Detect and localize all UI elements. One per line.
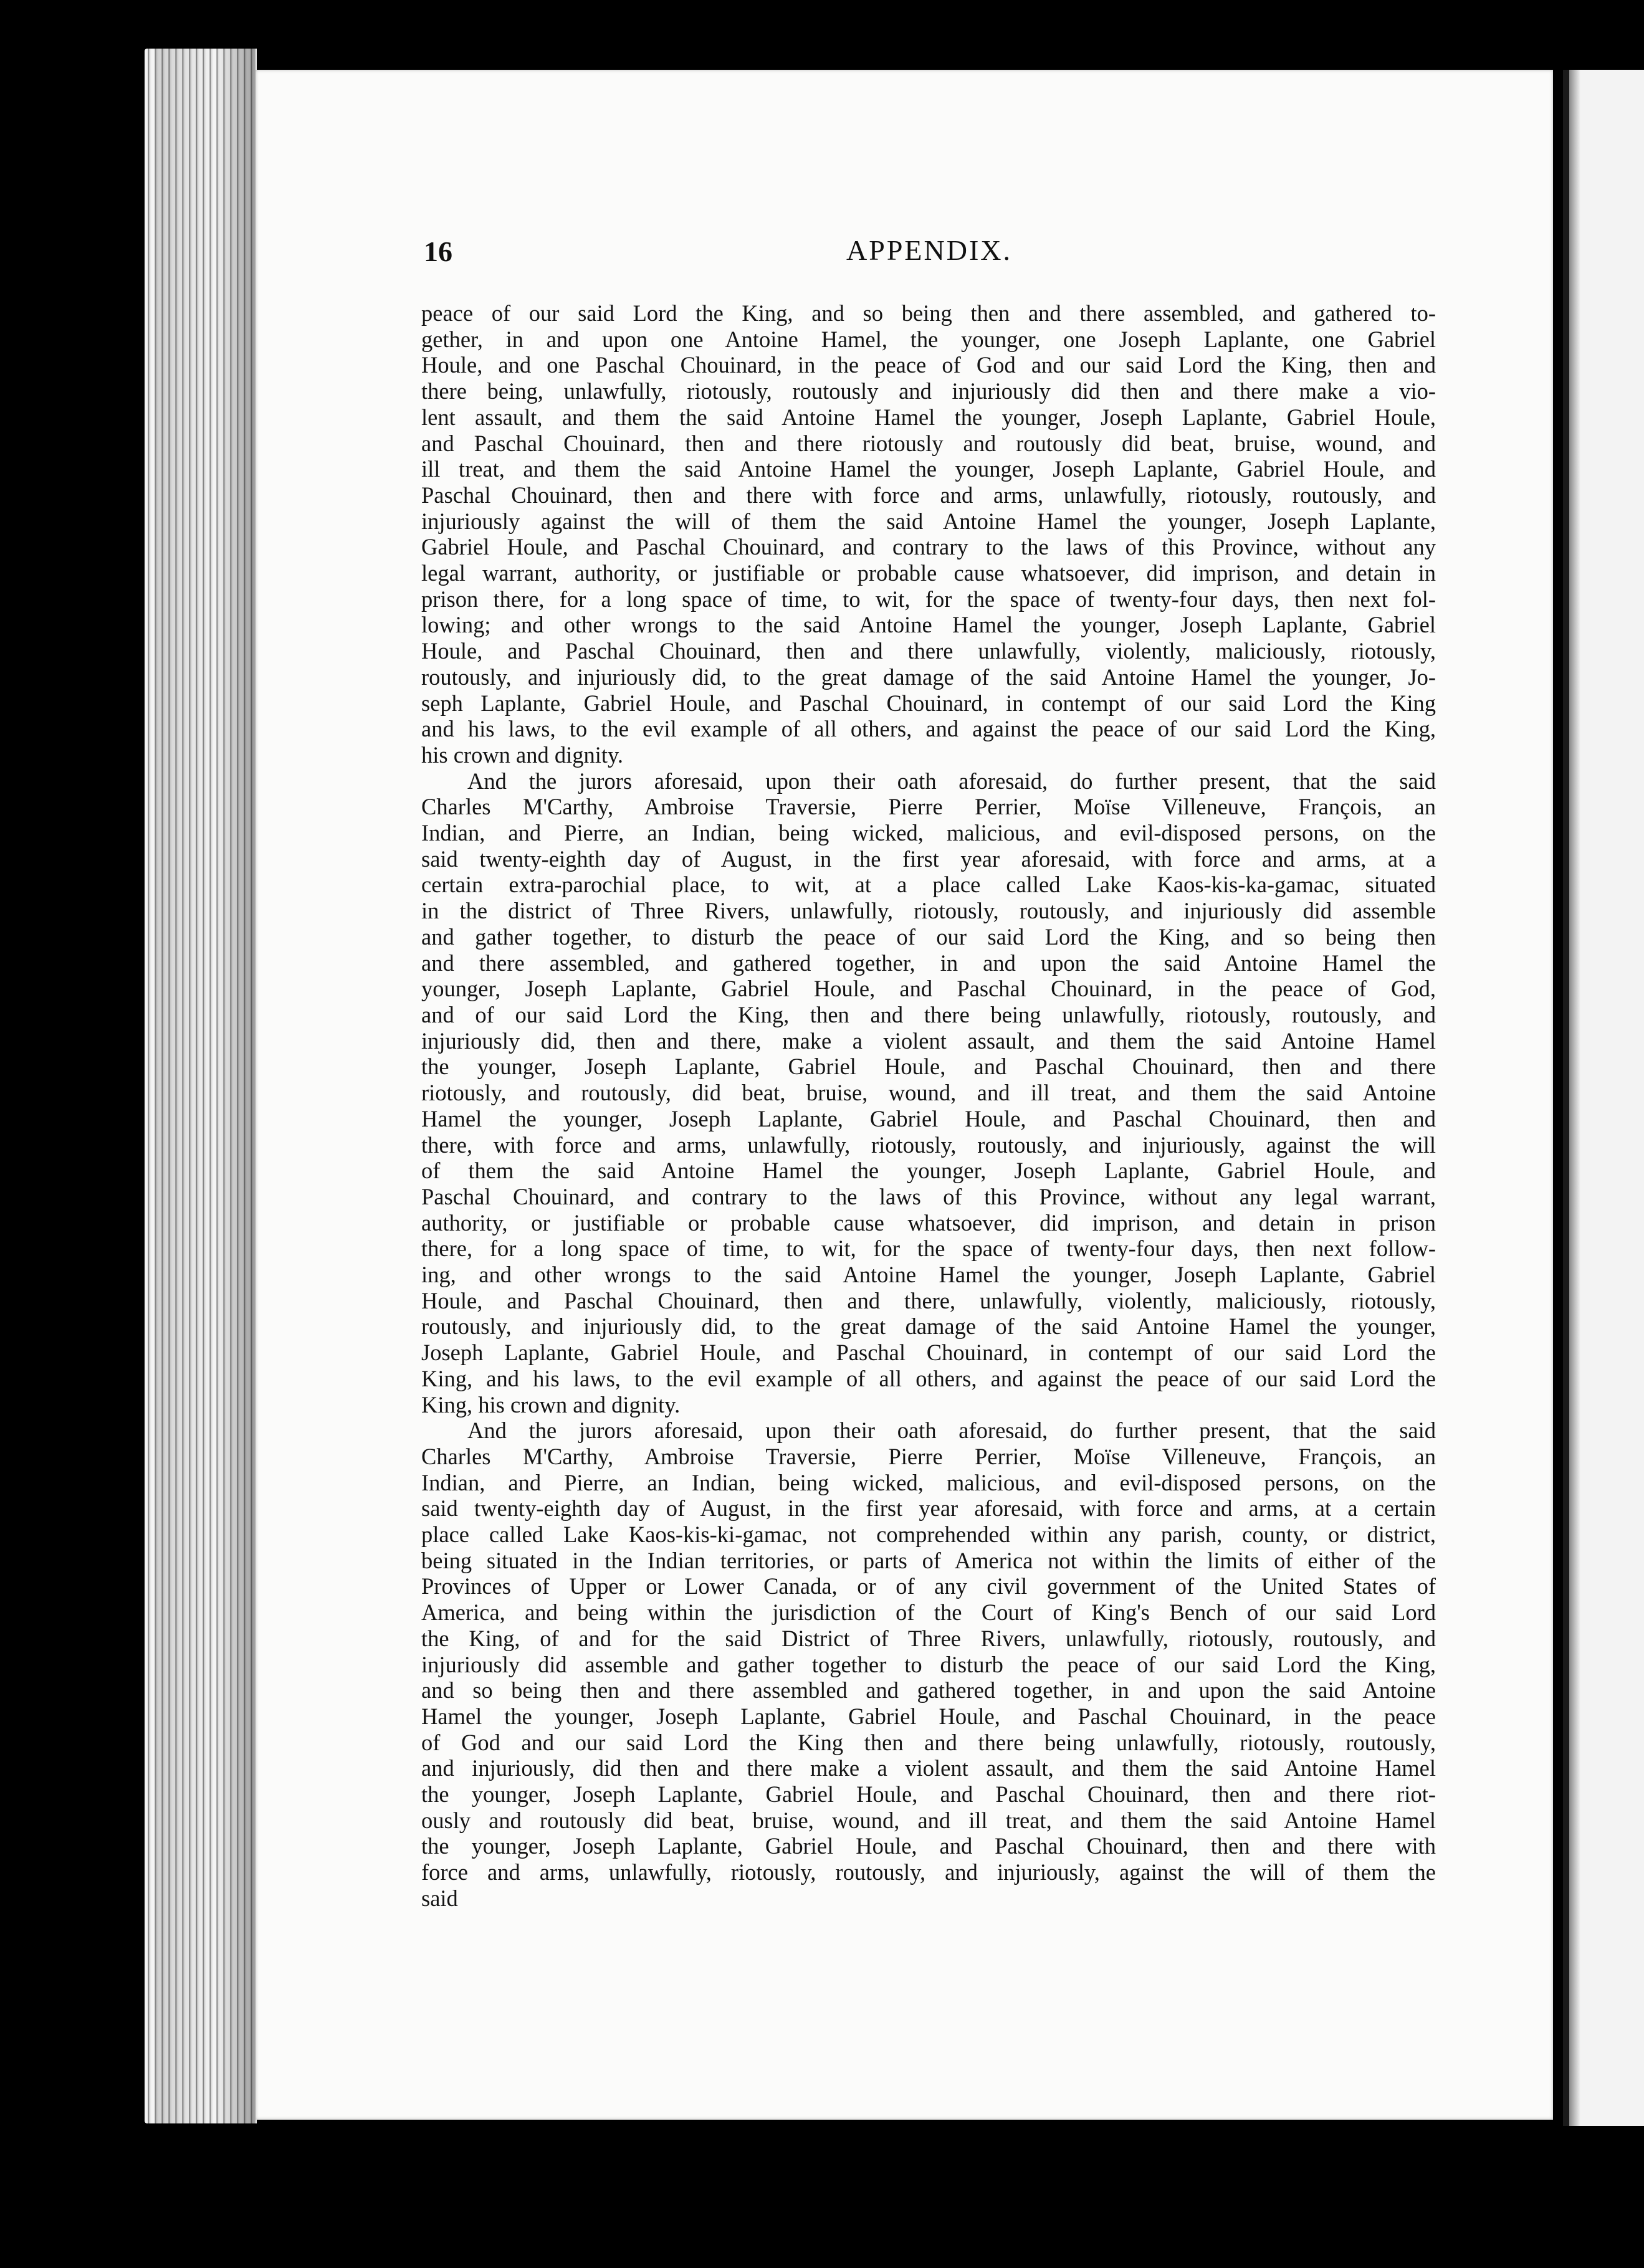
text-line: said twenty-eighth day of August, in the first year aforesaid, with force and arms, at a [421,846,1436,872]
text-line: routously, and injuriously did, to the great damage of the said Antoine Hamel the younger, Jo- [421,664,1436,690]
text-line: said twenty-eighth day of August, in the first year aforesaid, with force and arms, at a certain [421,1495,1436,1522]
text-line: of them the said Antoine Hamel the younger, Joseph Laplante, Gabriel Houle, and [421,1158,1436,1184]
text-line: there, with force and arms, unlawfully, riotously, routously, and injuriously, against the will [421,1132,1436,1158]
page-header [424,234,1435,271]
text-line: ill treat, and them the said Antoine Hamel the younger, Joseph Laplante, Gabriel Houle, and [421,456,1436,482]
text-line: younger, Joseph Laplante, Gabriel Houle, and Paschal Chouinard, in the peace of God, [421,976,1436,1002]
text-line: Houle, and one Paschal Chouinard, in the peace of God and our said Lord the King, then and [421,352,1436,378]
text-line: injuriously did assemble and gather together to disturb the peace of our said Lord the King, [421,1651,1436,1677]
text-line: place called Lake Kaos-kis-ki-gamac, not comprehended within any parish, county, or district, [421,1522,1436,1548]
text-line: Joseph Laplante, Gabriel Houle, and Paschal Chouinard, in contempt of our said Lord the [421,1340,1436,1366]
text-line: and gather together, to disturb the peace of our said Lord the King, and so being then [421,923,1436,950]
text-line: Indian, and Pierre, an Indian, being wicked, malicious, and evil-disposed persons, on the [421,1469,1436,1495]
body-text [421,300,1436,1912]
text-line: And the jurors aforesaid, upon their oath aforesaid, do further present, that the said [467,768,1436,794]
text-line: America, and being within the jurisdiction of the Court of King's Bench of our said Lord [421,1599,1436,1626]
text-line: the younger, Joseph Laplante, Gabriel Houle, and Paschal Chouinard, then and there riot- [421,1781,1436,1808]
text-line: ing, and other wrongs to the said Antoine Hamel the younger, Joseph Laplante, Gabriel [421,1262,1436,1288]
text-line: King, his crown and dignity. [421,1391,681,1418]
text-line: the younger, Joseph Laplante, Gabriel Houle, and Paschal Chouinard, then and there with [421,1833,1436,1859]
text-line: riotously, and routously, did beat, bruise, wound, and ill treat, and them the said Antoine [421,1080,1436,1106]
text-line: injuriously against the will of them the said Antoine Hamel the younger, Joseph Laplante, [421,508,1436,534]
text-line: and injuriously, did then and there make a violent assault, and them the said Antoine Hamel [421,1755,1436,1781]
text-line: routously, and injuriously did, to the great damage of the said Antoine Hamel the younger, [421,1313,1436,1340]
text-line: ously and routously did beat, bruise, wound, and ill treat, and them the said Antoine Hamel [421,1807,1436,1833]
text-line: the younger, Joseph Laplante, Gabriel Houle, and Paschal Chouinard, then and there [421,1054,1436,1080]
book-edge-shadow [156,49,256,2123]
text-line: Hamel the younger, Joseph Laplante, Gabriel Houle, and Paschal Chouinard, in the peace [421,1703,1436,1729]
text-line: And the jurors aforesaid, upon their oath aforesaid, do further present, that the said [467,1418,1436,1444]
text-line: Charles M'Carthy, Ambroise Traversie, Pierre Perrier, Moïse Villeneuve, François, an [421,794,1436,820]
text-line: Paschal Chouinard, then and there with force and arms, unlawfully, riotously, routously, and [421,482,1436,508]
catchword: said [421,1885,458,1911]
text-line: Paschal Chouinard, and contrary to the laws of this Province, without any legal warrant, [421,1183,1436,1209]
paragraph-3 [421,1418,1436,1885]
text-line: Hamel the younger, Joseph Laplante, Gabriel Houle, and Paschal Chouinard, then and [421,1105,1436,1132]
running-head: APPENDIX. [846,234,1012,266]
text-line: the King, of and for the said District of Three Rivers, unlawfully, riotously, routously, and [421,1625,1436,1651]
text-line: certain extra-parochial place, to wit, at a place called Lake Kaos-kis-ka-gamac, situated [421,872,1436,898]
text-line: injuriously did, then and there, make a violent assault, and them the said Antoine Hamel [421,1027,1436,1054]
text-line: being situated in the Indian territories, or parts of America not within the limits of either of the [421,1547,1436,1573]
text-line: Gabriel Houle, and Paschal Chouinard, and contrary to the laws of this Province, without any [421,534,1436,560]
text-line: Charles M'Carthy, Ambroise Traversie, Pierre Perrier, Moïse Villeneuve, François, an [421,1443,1436,1469]
text-line: authority, or justifiable or probable cause whatsoever, did imprison, and detain in prison [421,1209,1436,1236]
text-line: force and arms, unlawfully, riotously, routously, and injuriously, against the will of them the [421,1859,1436,1885]
paragraph-1 [421,300,1436,768]
text-line: and Paschal Chouinard, then and there riotously and routously did beat, bruise, wound, and [421,430,1436,456]
text-line: prison there, for a long space of time, to wit, for the space of twenty-four days, then next fol- [421,586,1436,612]
text-line: in the district of Three Rivers, unlawfully, riotously, routously, and injuriously did assemble [421,898,1436,924]
text-line: there, for a long space of time, to wit, for the space of twenty-four days, then next follow- [421,1236,1436,1262]
text-line: peace of our said Lord the King, and so being then and there assembled, and gathered to- [421,300,1436,326]
text-line: Houle, and Paschal Chouinard, then and there, unlawfully, violently, maliciously, riotously, [421,1287,1436,1313]
text-line: gether, in and upon one Antoine Hamel, the younger, one Joseph Laplante, one Gabriel [421,326,1436,352]
text-line: seph Laplante, Gabriel Houle, and Paschal Chouinard, in contempt of our said Lord the King [421,690,1436,716]
page-number: 16 [424,236,452,267]
text-line: and there assembled, and gathered together, in and upon the said Antoine Hamel the [421,950,1436,976]
text-line: and of our said Lord the King, then and there being unlawfully, riotously, routously, and [421,1001,1436,1027]
text-line: Indian, and Pierre, an Indian, being wicked, malicious, and evil-disposed persons, on the [421,820,1436,846]
text-line: lent assault, and them the said Antoine Hamel the younger, Joseph Laplante, Gabriel Houle, [421,404,1436,430]
text-line: Provinces of Upper or Lower Canada, or of any civil government of the United States of [421,1573,1436,1599]
text-line: lowing; and other wrongs to the said Antoine Hamel the younger, Joseph Laplante, Gabriel [421,612,1436,638]
paragraph-2 [421,768,1436,1418]
text-line: and so being then and there assembled and gathered together, in and upon the said Antoine [421,1677,1436,1703]
text-line: his crown and dignity. [421,741,624,768]
text-line: of God and our said Lord the King then and there being unlawfully, riotously, routously, [421,1729,1436,1755]
text-line: and his laws, to the evil example of all others, and against the peace of our said Lord the King, [421,716,1436,742]
text-line: there being, unlawfully, riotously, routously and injuriously did then and there make a vio- [421,378,1436,404]
text-line: Houle, and Paschal Chouinard, then and there unlawfully, violently, maliciously, riotously, [421,638,1436,664]
text-line: King, and his laws, to the evil example of all others, and against the peace of our said Lord the [421,1365,1436,1391]
facing-page-edge [1563,70,1644,2126]
text-line: legal warrant, authority, or justifiable or probable cause whatsoever, did imprison, and detain in [421,560,1436,586]
